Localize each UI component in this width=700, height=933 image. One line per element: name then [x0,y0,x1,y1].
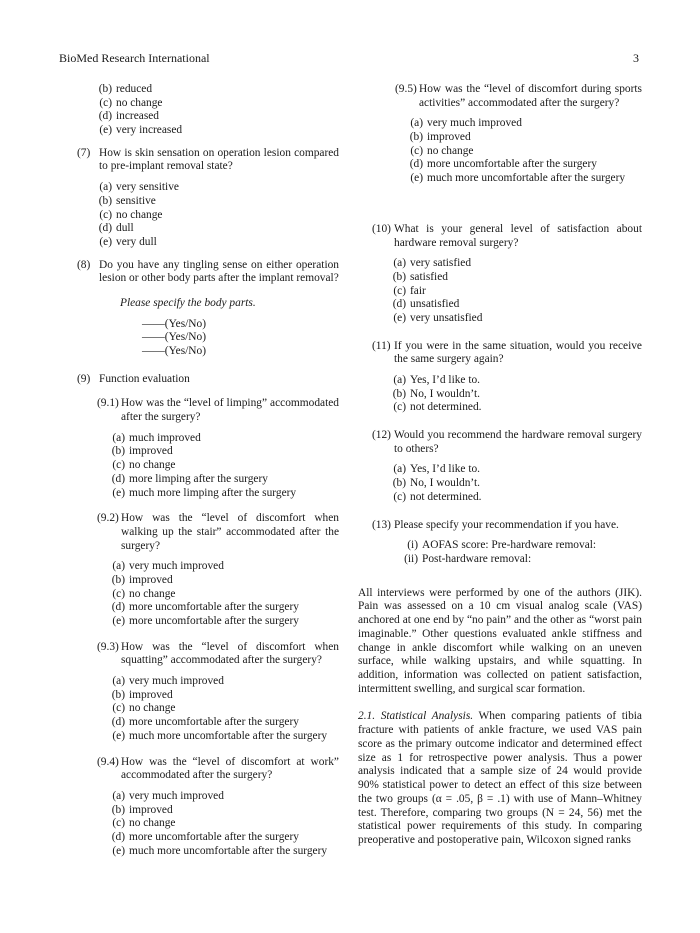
option-item [90,97,339,111]
option-item [107,716,339,730]
question-text: Function evaluation [99,372,190,385]
yes-no-line: ——(Yes/No) [142,331,207,344]
left-column [77,83,339,858]
option-item [384,285,642,299]
option-text: not determined. [410,401,482,414]
yes-no-line: ——(Yes/No) [142,345,207,357]
option-item [107,432,339,446]
sub-question-number: (9.4) [97,755,119,768]
question-stem [372,223,642,250]
question-stem [372,519,642,533]
option-item [107,702,339,716]
sub-question-number: (9.3) [97,640,119,653]
option-item [405,145,642,159]
journal-name: BioMed Research International [59,51,210,65]
option-item [107,817,339,831]
option-item [405,131,642,145]
sub-question-stem [97,512,339,553]
options-list [107,432,339,500]
question-stem [77,147,339,174]
option-item [107,473,339,487]
option-label: (b) [392,387,406,400]
option-label: (c) [393,490,406,503]
option-text: more uncomfortable after the surgery [129,601,299,614]
option-item [107,730,339,744]
option-item [107,804,339,818]
option-label: (d) [111,472,125,485]
option-label: (e) [99,235,112,248]
option-text: more uncomfortable after the surgery [129,716,299,729]
options-list [107,675,339,743]
option-label: (d) [111,601,125,614]
option-text: AOFAS score: Pre-hardware removal: [422,539,597,552]
option-label: (a) [112,560,125,573]
sub-question-text: How was the “level of discomfort when squatting” accommodated after the surgery? [121,640,339,667]
option-text: Yes, I’d like to. [410,374,481,386]
question-11 [372,340,642,415]
instruction-text: Please specify the body parts. [120,296,256,309]
option-text: fair [410,284,426,297]
option-text: Yes, I’d like to. [410,463,481,476]
option-label: (d) [98,110,112,123]
option-text: no change [129,587,176,600]
option-item [384,401,642,415]
question-stem [372,429,642,456]
sub-question [97,512,339,629]
question-12 [372,429,642,504]
option-text: reduced [116,83,153,95]
question-stem [77,373,339,387]
option-text: improved [129,803,173,816]
option-label: (a) [393,463,406,476]
option-item [405,117,642,131]
option-text: very much improved [129,560,224,573]
option-label: (b) [98,83,112,95]
question-10 [372,223,642,326]
option-label: (e) [112,486,125,499]
option-item [90,181,339,195]
section-text: When comparing patients of tibia fracture with patients of ankle fracture, we used VAS pain score as the primary outcome indicator and determined effect size as 1 for retrospective power analysis. Thus a power analysis indicated that a sample size of 24 would provide 90% statistical power to detect an effect of this size between the two groups (α = .05, β = .1) with use of Mann–Whitney test. Therefore, comparing two groups (N = 24, 56) met the statistical power requirements of this study. In comparing preoperative and postoperative pain, Wilcoxon signed ranks [358,710,642,847]
sub-question [97,756,339,859]
sub-question-stem [395,83,642,110]
yes-no-lines [142,318,339,359]
question-9-5 [395,83,642,186]
option-label: (a) [99,181,112,194]
option-text: much more uncomfortable after the surgery [129,729,328,742]
page-number: 3 [633,51,639,65]
option-label: (b) [111,445,125,458]
option-item [384,463,642,477]
sub-question-number: (9.1) [97,397,119,410]
option-label: (b) [111,803,125,816]
question-13 [372,519,642,567]
option-item [396,539,642,553]
option-text: much improved [129,431,201,444]
statistical-analysis-paragraph [358,710,642,847]
option-text: No, I wouldn’t. [410,387,481,400]
option-text: no change [116,96,163,109]
question-text: Do you have any tingling sense on either operation lesion or other body parts after the implant removal? [99,258,339,285]
option-item [90,222,339,236]
sub-question-number: (9.2) [97,512,119,525]
option-label: (c) [112,459,125,472]
option-text: very increased [116,124,183,137]
option-item [90,83,339,97]
sub-question [97,397,339,500]
option-label: (a) [112,675,125,688]
option-label: (ii) [404,552,418,565]
option-text: no change [116,208,163,221]
option-text: unsatisfied [410,298,460,311]
option-item [107,588,339,602]
option-label: (b) [111,688,125,701]
option-label: (c) [112,702,125,715]
option-text: no change [427,144,474,157]
option-item [107,675,339,689]
option-label: (e) [410,172,423,185]
option-item [384,312,642,326]
option-text: no change [129,817,176,830]
option-item [90,236,339,250]
option-text: more uncomfortable after the surgery [427,158,597,171]
question-number: (12) [372,429,391,442]
option-text: very much improved [129,675,224,688]
yes-no-line: ——(Yes/No) [142,317,207,330]
option-item [405,172,642,186]
option-text: much more limping after the surgery [129,486,297,499]
sub-question-stem [97,641,339,668]
option-text: increased [116,110,160,123]
option-item [90,110,339,124]
option-text: very unsatisfied [410,311,483,324]
sub-question-text: How was the “level of limping” accommodated after the surgery? [121,397,339,424]
question-number: (9) [77,372,91,385]
option-text: more uncomfortable after the surgery [129,615,299,627]
question-number: (13) [372,518,391,531]
question-text: What is your general level of satisfaction about hardware removal surgery? [394,222,642,249]
option-label: (e) [112,729,125,742]
option-text: more limping after the surgery [129,472,268,485]
question-text: How is skin sensation on operation lesion compared to pre-implant removal state? [99,146,339,173]
option-text: No, I wouldn’t. [410,477,481,490]
question-stem [372,340,642,367]
option-text: improved [129,445,173,458]
option-text: improved [129,688,173,701]
option-label: (a) [410,117,423,130]
question-number: (10) [372,222,391,235]
option-label: (e) [393,311,406,324]
option-text: satisfied [410,270,448,283]
options-list [384,374,642,415]
option-item [384,477,642,491]
option-item [107,459,339,473]
option-item [107,574,339,588]
option-label: (d) [111,830,125,843]
option-text: improved [129,573,173,586]
option-label: (c) [410,144,423,157]
question-text: Would you recommend the hardware removal surgery to others? [394,429,642,455]
option-text: very much improved [427,117,522,130]
question-text: Please specify your recommendation if you have. [394,518,619,531]
option-label: (c) [112,587,125,600]
option-item [384,298,642,312]
option-label: (d) [111,716,125,729]
option-item [384,388,642,402]
option-label: (b) [409,131,423,144]
question-7 [77,147,339,250]
option-label: (b) [392,477,406,490]
option-item [396,553,642,567]
option-item [90,209,339,223]
option-text: very dull [116,235,157,248]
options-list [107,560,339,628]
option-item [107,790,339,804]
option-label: (b) [111,573,125,586]
option-label: (a) [112,789,125,802]
question-8 [77,259,339,359]
options-list [384,463,642,504]
option-text: very much improved [129,789,224,802]
option-label: (c) [112,817,125,830]
option-label: (e) [99,124,112,137]
option-text: no change [129,459,176,472]
option-label: (a) [393,374,406,386]
option-item [405,158,642,172]
option-text: dull [116,222,134,235]
option-text: improved [427,131,471,144]
options-list [90,181,339,249]
option-label: (c) [99,208,112,221]
option-item [107,445,339,459]
sub-question-stem [97,756,339,783]
option-item [107,560,339,574]
sub-question [97,641,339,744]
option-text: much more uncomfortable after the surgery [129,844,328,857]
sub-question-text: How was the “level of discomfort when walking up the stair” accommodated after the surgery? [121,512,339,552]
option-label: (d) [98,222,112,235]
option-text: much more uncomfortable after the surgery [427,172,626,185]
option-item [107,487,339,501]
option-item [107,601,339,615]
option-label: (e) [112,844,125,857]
option-label: (b) [392,270,406,283]
section-heading: 2.1. Statistical Analysis. [358,710,474,723]
option-item [107,689,339,703]
option-text: very satisfied [410,257,472,270]
option-item [384,271,642,285]
question-stem [77,259,339,286]
option-text: very sensitive [116,181,179,194]
option-label: (c) [393,401,406,414]
option-item [384,374,642,388]
options-list [396,539,642,566]
option-label: (a) [112,431,125,444]
question-number: (11) [372,339,391,352]
question-text: If you were in the same situation, would you receive the same surgery again? [394,339,642,366]
option-label: (e) [112,615,125,627]
option-text: sensitive [116,194,156,207]
option-item [107,845,339,859]
sub-question-text: How was the “level of discomfort at work” accommodated after the surgery? [121,755,339,782]
option-item [384,257,642,271]
right-column [358,83,642,848]
option-text: no change [129,702,176,715]
question-9 [77,373,339,859]
option-item [90,124,339,138]
option-label: (c) [99,96,112,109]
option-label: (d) [392,298,406,311]
option-item [107,615,339,629]
options-list [384,257,642,325]
option-label: (d) [409,158,423,171]
options-list [405,117,642,185]
option-text: Post-hardware removal: [422,552,532,565]
sub-question-text: How was the “level of discomfort during sports activities” accommodated after the surgery? [419,83,642,109]
option-label: (c) [393,284,406,297]
sub-question-number: (9.5) [395,83,417,95]
body-paragraph: All interviews were performed by one of the authors (JIK). Pain was assessed on a 10 cm visual analog scale (VAS) anchored at one end by “no pain” and the other as “worst pain imaginable.” Other questions evaluated ankle stiffness and change in ankle discomfort while walking on an uneven surface, while walking upstairs, and while squatting. In addition, information was collected on patient satisfaction, intermittent swelling, and surgical scar formation. [358,586,642,695]
option-label: (i) [407,539,418,552]
option-text: not determined. [410,490,482,503]
option-label: (b) [98,194,112,207]
option-item [90,195,339,209]
option-text: more uncomfortable after the surgery [129,830,299,843]
option-label: (a) [393,257,406,270]
question-number: (7) [77,146,91,159]
q6-tail-options [90,83,339,138]
option-item [384,491,642,505]
sub-question-stem [97,397,339,424]
option-item [107,831,339,845]
options-list [107,790,339,858]
question-number: (8) [77,258,91,271]
